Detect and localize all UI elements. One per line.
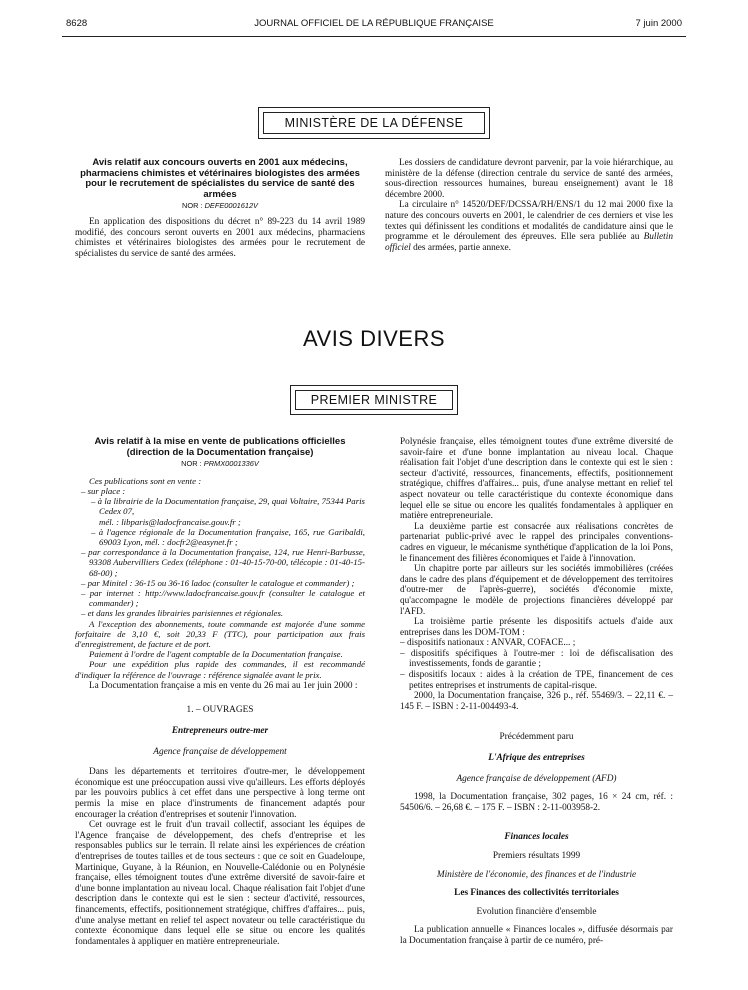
book4-title: Les Finances des collectivités territoriales	[454, 888, 619, 899]
book3-author: Ministère de l'économie, des finances et de l'industrie	[436, 869, 637, 880]
publications-nor: NOR : PRMX0001336V	[181, 459, 259, 469]
defense-notice-right	[385, 158, 673, 253]
book1-paragraph-1: Dans les départements et territoires d'outre-mer, le développement économique est une préoccupation aussi vive qu'ailleurs. Les efforts déployés par les pouvoirs publics à cet effet dans une perspective à long terme ont permis la mise en place d'instruments de financement adaptés pour encourager la création d'entreprises et soutenir l'innovation.	[75, 767, 365, 820]
journal-title: JOURNAL OFFICIEL DE LA RÉPUBLIQUE FRANÇAISE	[254, 18, 494, 29]
ordering-agency-lyon: – à l'agence régionale de la Documentation française, 165, rue Garibaldi, 69003 Lyon, mél. : docfr2@easynet.fr ;	[91, 526, 365, 547]
book1-paragraph-2: Cet ouvrage est le fruit d'un travail collectif, associant les équipes de l'Agence française de développement, des chefs d'entreprise et les responsables publics sur le terrain. Il relate ainsi les expériences de création d'entreprises de toutes tailles et de tous secteurs : que ce soit en Guadeloupe, Martinique, Guyane, à la Réunion, en Nouvelle-Calédonie ou en Polynésie française, elles témoignent toutes d'une extrême diversité de savoir-faire et d'une bonne implantation au niveau local. Chaque réalisation fait l'objet d'une description dans le contexte qui est le sien : secteur d'activité, ressources, financements, effectifs, positionnement stratégique, chiffres d'affaires... puis, d'une analyse mettant en relief tel aspect novateur ou telle caractéristique du contexte économique dans lequel elle se situe ou encore les qualités fondamentales à appliquer en matière entrepreneuriale.	[75, 820, 365, 947]
defense-notice-left	[75, 158, 365, 259]
ministry-label-premier: PREMIER MINISTRE	[310, 393, 438, 407]
book2-reference: 1998, la Documentation française, 302 pages, 16 × 24 cm, réf. : 54506/6. – 26,68 €. – 175 F. – ISBN : 2-11-003958-2.	[400, 792, 673, 813]
defense-paragraph-3: La circulaire n° 14520/DEF/DCSSA/RH/ENS/1 du 12 mai 2000 fixe la nature des concours ouverts en 2001, le calendrier de ces derniers et vise les textes qui définissent les conditions et modalités de candidature ainsi que le programme et le déroulement des épreuves. Elle sera publiée au Bulletin officiel des armées, partie annexe.	[385, 200, 673, 253]
ordering-surcharge: A l'exception des abonnements, toute commande est majorée d'une somme forfaitaire de 3,10 €, soit 20,33 F (TTC), pour participation aux frais d'enregistrement, de facture et de port.	[75, 618, 365, 650]
list-item: – dispositifs nationaux : ANVAR, COFACE... ;	[400, 638, 576, 649]
book1-paragraph-5: La troisième partie présente les dispositifs actuels d'aide aux entreprises dans les DOM-TOM :	[400, 617, 673, 638]
ordering-reference-advice: Pour une expédition plus rapide des commandes, il est recommandé d'indiquer la référence de l'ouvrage : référence signalée avant le prix.	[75, 659, 365, 680]
book2-title: L'Afrique des entreprises	[488, 753, 585, 764]
ordering-by-mail: – par correspondance à la Documentation française, 124, rue Henri-Barbusse, 93308 Aubervilliers Cedex (téléphone : 01-40-15-70-00, télécopie : 01-40-15-68-00) ;	[81, 547, 365, 578]
list-item: – dispositifs spécifiques à l'outre-mer : loi de défiscalisation des investissements, fonds de garantie ;	[400, 648, 673, 670]
book3-subtitle: Premiers résultats 1999	[492, 851, 581, 861]
ordering-bookshops: – et dans les grandes librairies parisiennes et régionales.	[81, 608, 284, 619]
book3-title: Finances locales	[504, 832, 569, 843]
book4-paragraph: La publication annuelle « Finances locales », diffusée désormais par la Documentation française à partir de ce numéro, pré-	[400, 925, 673, 946]
publications-notice-title: Avis relatif à la mise en vente de publications officielles (direction de la Documentation française)	[94, 436, 346, 458]
section-heading-ouvrages: 1. – OUVRAGES	[186, 705, 254, 716]
defense-paragraph-1: En application des dispositions du décret n° 89-223 du 14 avril 1989 modifié, des concours seront ouverts en 2001 aux médecins, pharmaciens chimistes et vétérinaires biologistes des armées pour le recrutement de spécialistes du service de santé des armées.	[75, 216, 365, 259]
ordering-on-site: – sur place :	[81, 485, 126, 496]
ordering-payment: Paiement à l'ordre de l'agent comptable de la Documentation française.	[89, 649, 343, 660]
mise-en-vente: La Documentation française a mis en vente du 26 mai au 1er juin 2000 :	[89, 680, 358, 691]
list-item: – dispositifs locaux : aides à la création de TPE, financement de ces petites entreprises et instruments de capital-risque.	[400, 670, 673, 691]
book1-bullet-list	[400, 638, 673, 691]
ordering-info	[75, 476, 365, 680]
defense-nor: NOR : DEFE0001612V	[181, 201, 258, 211]
publications-notice-left	[75, 436, 365, 947]
ministry-box-defense	[258, 107, 490, 139]
ordering-intro: Ces publications sont en vente :	[89, 475, 202, 486]
ministry-label-defense: MINISTÈRE DE LA DÉFENSE	[284, 116, 464, 130]
header-rule	[62, 36, 686, 37]
book1-paragraph-4: Un chapitre porte par ailleurs sur les sociétés immobilières (créées dans le cadre des plans d'équipement et de développement des territoires d'outre-mer de l'après-guerre), sociétés d'économie mixte, qu'accompagne le modèle de projections financières développé par l'AFD.	[400, 564, 673, 617]
ordering-paris-email: mél. : libparis@ladocfrancaise.gouv.fr ;	[99, 516, 241, 527]
ministry-box-premier	[290, 385, 458, 415]
book1-title: Entrepreneurs outre-mer	[171, 726, 269, 737]
page-number: 8628	[66, 18, 88, 29]
defense-notice-title: Avis relatif aux concours ouverts en 2001 aux médecins, pharmaciens chimistes et vétérinaires biologistes des armées pour le recrutement de spécialistes du service de santé des armées	[80, 157, 360, 200]
book2-author: Agence française de développement (AFD)	[456, 773, 617, 784]
book4-subtitle: Evolution financière d'ensemble	[476, 906, 597, 917]
book1-reference: 2000, la Documentation française, 326 p., réf. 55469/3. – 22,11 €. – 145 F. – ISBN : 2-11-004493-4.	[400, 691, 673, 712]
defense-paragraph-2: Les dossiers de candidature devront parvenir, par la voie hiérarchique, au ministère de la défense (direction centrale du service de santé des armées, sous-direction ressources humaines, bureau enseignement) avant le 18 décembre 2000.	[385, 158, 673, 200]
avis-divers-heading: AVIS DIVERS	[302, 326, 446, 351]
book1-paragraph-3: La deuxième partie est consacrée aux réalisations concrètes de partenariat public-privé avec le rappel des principales conventions-cadres en vigueur, le mécanisme synthétique d'application de la loi Pons, le financement des filières économiques et l'aide à l'innovation.	[400, 521, 673, 564]
ordering-internet: – par internet : http://www.ladocfrancaise.gouv.fr (consulter le catalogue et commander) ;	[81, 588, 365, 609]
issue-date: 7 juin 2000	[635, 18, 682, 29]
running-header	[0, 18, 748, 32]
ordering-minitel: – par Minitel : 36-15 ou 36-16 ladoc (consulter le catalogue et commander) ;	[81, 577, 355, 588]
ordering-bookshop-paris: – à la librairie de la Documentation française, 29, quai Voltaire, 75344 Paris Cedex 07,	[91, 496, 365, 517]
previously-published: Précédemment paru	[499, 732, 574, 743]
publications-notice-right	[400, 437, 673, 947]
book1-author: Agence française de développement	[153, 746, 287, 757]
book1-paragraph-2-continued: Polynésie française, elles témoignent toutes d'une extrême diversité de savoir-faire et d'une bonne implantation au niveau local. Chaque réalisation fait l'objet d'une description dans le contexte qui est le sien : secteur d'activité, ressources, financements, effectifs, positionnement stratégique, chiffres d'affaires... puis, d'une analyse mettant en relief tel aspect novateur ou telle caractéristique du contexte économique dans lequel elle se situe ou encore les qualités fondamentales à appliquer en matière entrepreneuriale.	[400, 437, 673, 522]
